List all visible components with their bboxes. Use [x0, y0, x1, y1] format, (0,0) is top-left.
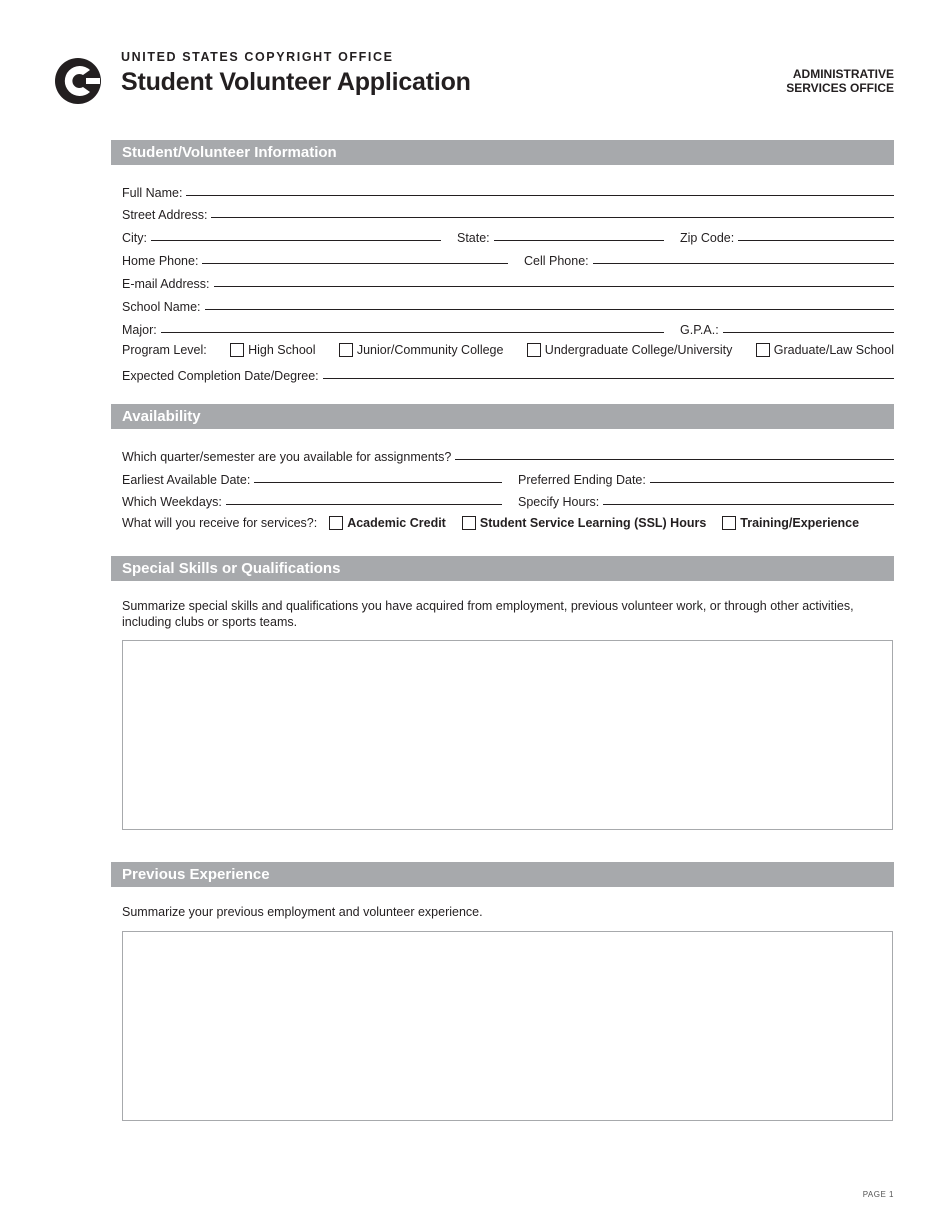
city-field[interactable]: [122, 231, 441, 245]
quarter-line[interactable]: [455, 459, 894, 460]
school-name-field[interactable]: [122, 300, 894, 314]
cell-phone-line[interactable]: [593, 263, 894, 264]
row-street-address: [122, 202, 894, 222]
office-line-2: SERVICES OFFICE: [786, 81, 894, 95]
section-heading-student-info: Student/Volunteer Information: [111, 140, 894, 165]
section-heading-skills: Special Skills or Qualifications: [111, 556, 894, 581]
major-field[interactable]: [122, 323, 664, 337]
weekdays-line[interactable]: [226, 504, 502, 505]
earliest-date-line[interactable]: [254, 482, 502, 483]
earliest-date-field[interactable]: [122, 473, 502, 487]
row-major-gpa: [122, 317, 894, 337]
completion-line[interactable]: [323, 378, 894, 379]
full-name-line[interactable]: [186, 195, 894, 196]
city-line[interactable]: [151, 240, 441, 241]
full-name-field[interactable]: [122, 186, 894, 200]
checkbox-high-school[interactable]: [230, 343, 244, 357]
row-weekdays-hours: [122, 489, 894, 509]
gpa-field[interactable]: [680, 323, 894, 337]
home-phone-label: Home Phone:: [122, 254, 199, 268]
experience-textbox[interactable]: [122, 931, 893, 1121]
office-line-1: ADMINISTRATIVE: [792, 67, 894, 81]
receive-academic-credit[interactable]: [329, 516, 446, 530]
quarter-field[interactable]: [122, 450, 894, 464]
row-email: [122, 271, 894, 291]
school-name-label: School Name:: [122, 300, 201, 314]
row-completion: [122, 363, 894, 383]
quarter-label: Which quarter/semester are you available for assignments?: [122, 450, 452, 464]
agency-name: UNITED STATES COPYRIGHT OFFICE: [121, 50, 394, 64]
state-line[interactable]: [494, 240, 664, 241]
home-phone-field[interactable]: [122, 254, 508, 268]
hours-line[interactable]: [603, 504, 894, 505]
option-label-junior-college: Junior/Community College: [356, 343, 504, 357]
program-level-junior-college[interactable]: [339, 343, 504, 357]
row-quarter: [122, 444, 894, 464]
copyright-office-logo: [54, 57, 102, 105]
street-address-line[interactable]: [211, 217, 894, 218]
zip-code-line[interactable]: [738, 240, 894, 241]
preferred-end-field[interactable]: [518, 473, 894, 487]
state-label: State:: [457, 231, 490, 245]
document-title: Student Volunteer Application: [121, 68, 471, 96]
preferred-end-line[interactable]: [650, 482, 894, 483]
experience-instructions: Summarize your previous employment and volunteer experience.: [122, 905, 483, 919]
cell-phone-field[interactable]: [524, 254, 894, 268]
email-line[interactable]: [214, 286, 894, 287]
row-receive-services: [122, 513, 862, 533]
completion-label: Expected Completion Date/Degree:: [122, 369, 319, 383]
checkbox-training-experience[interactable]: [722, 516, 736, 530]
option-label-undergraduate: Undergraduate College/University: [544, 343, 733, 357]
row-school-name: [122, 294, 894, 314]
section-heading-experience: Previous Experience: [111, 862, 894, 887]
home-phone-line[interactable]: [202, 263, 508, 264]
skills-textbox[interactable]: [122, 640, 893, 830]
receive-training-experience[interactable]: [722, 516, 859, 530]
receive-ssl-hours[interactable]: [462, 516, 706, 530]
checkbox-graduate-law[interactable]: [756, 343, 770, 357]
option-label-graduate-law: Graduate/Law School: [773, 343, 894, 357]
gpa-line[interactable]: [723, 332, 894, 333]
preferred-end-label: Preferred Ending Date:: [518, 473, 646, 487]
zip-code-field[interactable]: [680, 231, 894, 245]
zip-code-label: Zip Code:: [680, 231, 735, 245]
checkbox-academic-credit[interactable]: [329, 516, 343, 530]
street-address-field[interactable]: [122, 208, 894, 222]
row-dates: [122, 467, 894, 487]
program-level-high-school[interactable]: [230, 343, 315, 357]
row-phones: [122, 248, 894, 268]
full-name-label: Full Name:: [122, 186, 183, 200]
program-level-undergraduate[interactable]: [527, 343, 733, 357]
row-program-level: [122, 340, 894, 360]
option-label-ssl-hours: Student Service Learning (SSL) Hours: [479, 516, 707, 530]
email-label: E-mail Address:: [122, 277, 210, 291]
row-full-name: [122, 180, 894, 200]
option-label-training-experience: Training/Experience: [740, 516, 860, 530]
hours-label: Specify Hours:: [518, 495, 600, 509]
major-line[interactable]: [161, 332, 664, 333]
program-level-label: Program Level:: [122, 343, 207, 357]
school-name-line[interactable]: [205, 309, 894, 310]
major-label: Major:: [122, 323, 157, 337]
earliest-date-label: Earliest Available Date:: [122, 473, 251, 487]
completion-field[interactable]: [122, 369, 894, 383]
option-label-high-school: High School: [248, 343, 316, 357]
state-field[interactable]: [457, 231, 664, 245]
checkbox-undergraduate[interactable]: [527, 343, 541, 357]
row-city-state-zip: [122, 225, 894, 245]
hours-field[interactable]: [518, 495, 894, 509]
program-level-graduate-law[interactable]: [756, 343, 894, 357]
email-field[interactable]: [122, 277, 894, 291]
weekdays-label: Which Weekdays:: [122, 495, 222, 509]
option-label-academic-credit: Academic Credit: [347, 516, 446, 530]
page-number: PAGE 1: [862, 1190, 894, 1199]
checkbox-junior-college[interactable]: [339, 343, 353, 357]
skills-instructions: Summarize special skills and qualifications you have acquired from employment, previous volunteer work, or through other activities, including clubs or sports teams.: [122, 599, 854, 629]
gpa-label: G.P.A.:: [680, 323, 719, 337]
street-address-label: Street Address:: [122, 208, 208, 222]
cell-phone-label: Cell Phone:: [524, 254, 589, 268]
weekdays-field[interactable]: [122, 495, 502, 509]
receive-label: What will you receive for services?:: [122, 516, 318, 530]
city-label: City:: [122, 231, 147, 245]
section-heading-availability: Availability: [111, 404, 894, 429]
checkbox-ssl-hours[interactable]: [462, 516, 476, 530]
office-name: [786, 67, 894, 95]
